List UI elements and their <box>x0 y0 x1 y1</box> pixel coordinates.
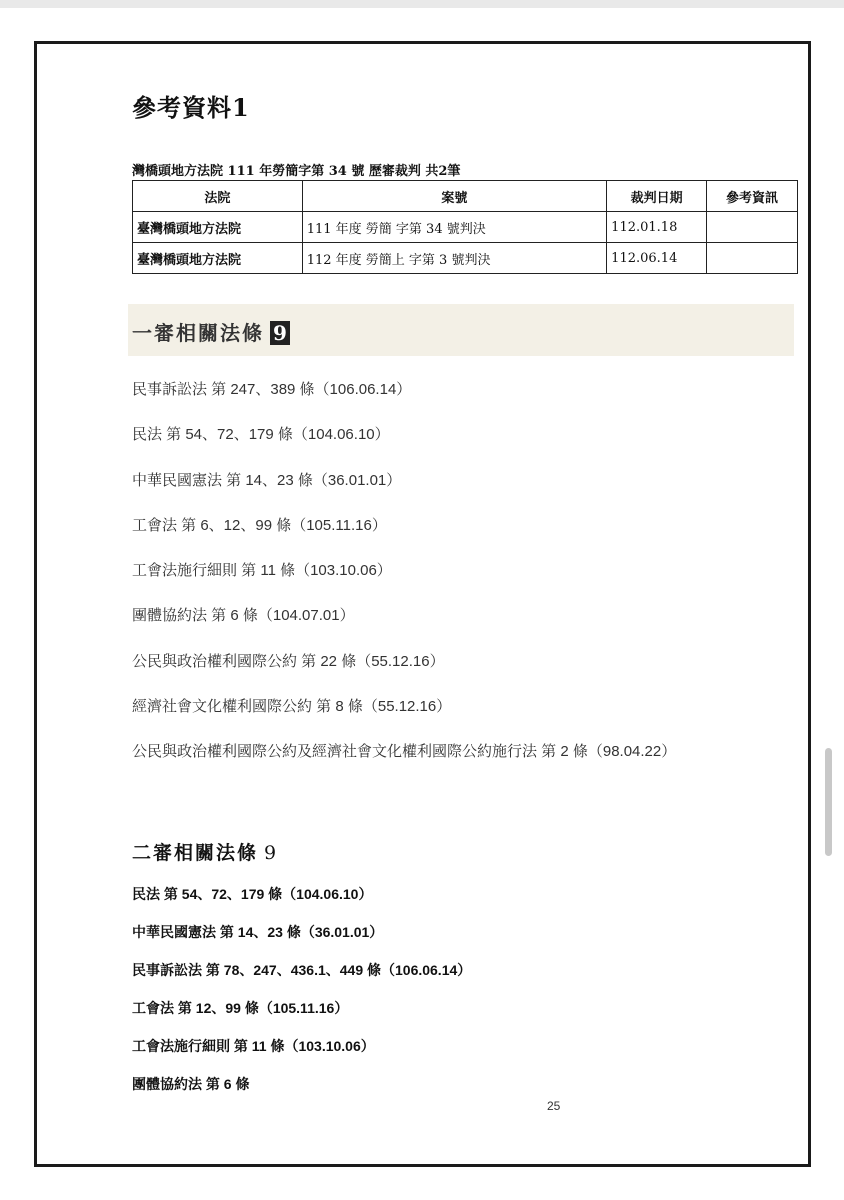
second-instance-label: 二審相關法條 <box>132 842 259 864</box>
first-instance-label: 一審相關法條 <box>132 321 264 345</box>
scrollbar-thumb[interactable] <box>825 748 832 856</box>
list-item[interactable]: 工會法 第 6、12、99 條（105.11.16） <box>132 517 387 534</box>
header-court: 法院 <box>133 181 303 212</box>
list-item[interactable]: 公民與政治權利國際公約 第 22 條（55.12.16） <box>132 653 445 670</box>
viewer-top-bar <box>0 0 844 8</box>
document-page <box>34 41 811 1167</box>
header-case-number: 案號 <box>302 181 606 212</box>
table-row <box>133 212 798 243</box>
page-title: 參考資料1 <box>132 93 250 122</box>
first-instance-heading <box>132 317 290 346</box>
cell-case-number[interactable]: 111 年度 勞簡 字第 34 號判決 <box>302 212 606 243</box>
list-item[interactable]: 民法 第 54、72、179 條（104.06.10） <box>132 426 390 443</box>
cell-reference-info <box>707 212 798 243</box>
cell-judgment-date: 112.06.14 <box>607 243 707 274</box>
list-item[interactable]: 中華民國憲法 第 14、23 條（36.01.01） <box>132 472 402 489</box>
cell-case-number[interactable]: 112 年度 勞簡上 字第 3 號判決 <box>302 243 606 274</box>
list-item[interactable]: 團體協約法 第 6 條（104.07.01） <box>132 607 355 624</box>
first-instance-count: 9 <box>270 321 290 345</box>
table-row <box>133 243 798 274</box>
list-item[interactable]: 工會法 第 12、99 條（105.11.16） <box>132 1000 349 1016</box>
header-judgment-date: 裁判日期 <box>607 181 707 212</box>
list-item[interactable]: 中華民國憲法 第 14、23 條（36.01.01） <box>132 924 384 940</box>
cell-judgment-date: 112.01.18 <box>607 212 707 243</box>
list-item[interactable]: 經濟社會文化權利國際公約 第 8 條（55.12.16） <box>132 698 452 715</box>
cell-court: 臺灣橋頭地方法院 <box>133 243 303 274</box>
list-item[interactable]: 民法 第 54、72、179 條（104.06.10） <box>132 886 373 902</box>
list-item[interactable]: 工會法施行細則 第 11 條（103.10.06） <box>132 1038 375 1054</box>
case-history-table <box>132 180 798 274</box>
list-item[interactable]: 工會法施行細則 第 11 條（103.10.06） <box>132 562 392 579</box>
list-item[interactable]: 民事訴訟法 第 247、389 條（106.06.14） <box>132 381 412 398</box>
list-item[interactable]: 民事訴訟法 第 78、247、436.1、449 條（106.06.14） <box>132 962 472 978</box>
second-instance-heading <box>132 838 278 865</box>
page-number: 25 <box>547 1099 561 1113</box>
cell-court: 臺灣橋頭地方法院 <box>133 212 303 243</box>
header-reference-info: 參考資訊 <box>707 181 798 212</box>
table-header-row <box>133 181 798 212</box>
second-instance-count: 9 <box>264 842 279 864</box>
first-instance-section-header <box>128 304 794 356</box>
list-item[interactable]: 團體協約法 第 6 條 <box>132 1076 250 1092</box>
case-caption: 灣橋頭地方法院 111 年勞簡字第 34 號 歷審裁判 共2筆 <box>132 164 461 179</box>
list-item[interactable]: 公民與政治權利國際公約及經濟社會文化權利國際公約施行法 第 2 條（98.04.22） <box>132 743 677 760</box>
cell-reference-info <box>707 243 798 274</box>
